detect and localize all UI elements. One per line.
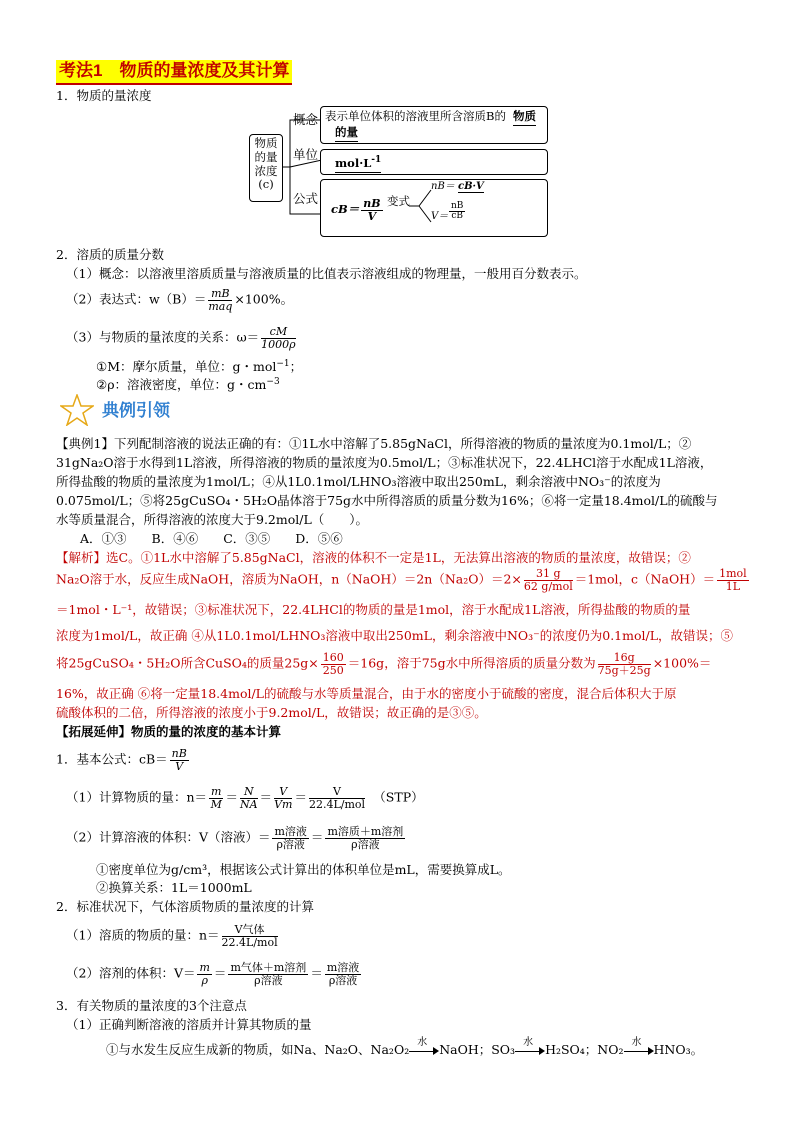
concept-box: 表示单位体积的溶液里所含溶质B的 物质 的量	[320, 106, 548, 144]
example-line-3: 所得盐酸的物质的量浓度为1mol/L；④从1L0.1mol/LHNO₃溶液中取出250mL，剩余溶液中NO₃⁻的浓度为	[56, 474, 661, 489]
example-options: A．①③ B．④⑥ C．③⑤ D．⑤⑥	[80, 531, 343, 546]
density-note: ②ρ：溶液密度，单位：g・$cm^{-3}$	[96, 377, 280, 392]
notes-reaction: ①与水发生反应生成新的物质，如Na、Na₂O、Na₂O₂ 水 NaOH；SO₃ 水 H₂SO₄；NO₂ 水 HNO₃。	[106, 1036, 704, 1057]
solvent-volume: （2）溶剂的体积：V＝ $\frac{m}{\rho}$ ＝ $\frac{\text{m气体＋m溶剂}}{\text{ρ溶液}}$ ＝ $\frac{\text{m溶液}}{\text{ρ溶液}}$	[66, 961, 360, 987]
notes-heading: 3．有关物质的量浓度的3个注意点	[56, 998, 247, 1013]
answer-line-3: ＝1mol・L⁻¹，故错误；③标准状况下，22.4LHCl的物质的量是1mol，溶于水配成1L溶液，所得盐酸的物质的量	[56, 602, 691, 617]
example-line-1: 【典例1】下列配制溶液的说法正确的有：①1L水中溶解了5.85gNaCl，所得溶液的物质的量浓度为0.1mol/L；②	[56, 436, 692, 451]
gas-solute-heading: 2．标准状况下，气体溶质物质的量浓度的计算	[56, 899, 314, 914]
diagram-label-formula: 公式	[293, 191, 319, 206]
answer-line-7: 硫酸体积的二倍，所得溶液的浓度小于9.2mol/L，故错误；故正确的是③⑤。	[56, 705, 487, 720]
answer-line-4: 浓度为1mol/L，故正确 ④从1L0.1mol/LHNO₃溶液中取出250mL，剩余溶液中NO₃⁻的浓度仍为0.1mol/L，故错误；⑤	[56, 628, 734, 643]
calc-volume: （2）计算溶液的体积：V（溶液）＝ $\frac{\text{m溶液}}{\text{ρ溶液}}$ ＝ $\frac{\text{m溶质＋m溶剂}}{\text{ρ溶液}}$	[66, 825, 404, 851]
extension-heading: 【拓展延伸】物质的量的浓度的基本计算	[56, 724, 282, 739]
example-heading: 典例引领	[102, 401, 170, 420]
section-title: 考法1 物质的量浓度及其计算	[56, 60, 292, 85]
example-line-4: 0.075mol/L；⑤将25gCuSO₄・5H₂O晶体溶于75g水中所得溶质的质量分数为16%；⑥将一定量18.4mol/L的硫酸与	[56, 493, 718, 508]
answer-line-6: 16%，故正确 ⑥将一定量18.4mol/L的硫酸与水等质量混合，由于水的密度小于硫酸的密度，混合后体积大于原	[56, 686, 677, 701]
basic-formula: 1．基本公式：cB＝ $\frac{nB}{V}$	[56, 747, 187, 773]
star-icon	[60, 394, 94, 426]
example-line-5: 水等质量混合，所得溶液的浓度大于9.2mol/L（ ）。	[56, 512, 369, 527]
section-2-heading: 2．溶质的质量分数	[56, 247, 164, 262]
example-line-2: 31gNa₂O溶于水得到1L溶液，所得溶液的物质的量浓度为0.5mol/L；③标准状况下，22.4LHCl溶于水配成1L溶液，	[56, 455, 713, 470]
notes-item-1: （1）正确判断溶液的溶质并计算其物质的量	[66, 1017, 312, 1032]
arrow-icon: 水	[515, 1046, 545, 1056]
formula-box: cB＝ $\frac{nB}{V}$ 变式 nB＝ cB·V V＝ $\frac{nB}{cB}$	[320, 179, 548, 237]
arrow-icon: 水	[624, 1046, 654, 1056]
unit-box: $mol\cdot L^{-1}$	[320, 149, 548, 175]
answer-line-5: 将25gCuSO₄・5H₂O所含CuSO₄的质量25g× $\frac{160}{250}$ ＝16g，溶于75g水中所得溶质的质量分数为 $\frac{16g}{75g+25g}$ ×100%＝	[56, 651, 712, 677]
diagram-label-concept: 概念	[293, 112, 319, 127]
density-unit-note: ①密度单位为g/cm³，根据该公式计算出的体积单位是mL，需要换算成L。	[96, 862, 511, 877]
molar-mass-note: ①M：摩尔质量，单位：g・mol$^{-1}$；	[96, 359, 303, 374]
answer-line-1: 【解析】选C。①1L水中溶解了5.85gNaCl，溶液的体积不一定是1L，无法算出溶液的物质的量浓度，故错误；②	[56, 550, 691, 565]
diagram-label-unit: 单位	[293, 147, 319, 162]
mass-fraction-expression: （2）表达式：w（B）＝ $\frac{mB}{\text{maq}}$ ×100%。	[66, 287, 294, 313]
answer-line-2: Na₂O溶于水，反应生成NaOH，溶质为NaOH，n（NaOH）＝2n（Na₂O）＝2× $\frac{31 g}{\text{62 g/mol}}$ ＝1mol，c（NaOH）＝ $\frac{\text{1mol}}{1L}$	[56, 567, 747, 593]
mass-fraction-concept: （1）概念：以溶液里溶质质量与溶液质量的比值表示溶液组成的物理量，一般用百分数表示。	[66, 266, 587, 281]
arrow-icon: 水	[409, 1046, 439, 1056]
calc-moles: （1）计算物质的量：n＝ $\frac{m}{M}$ ＝ $\frac{N}{NA}$ ＝ $\frac{V}{Vm}$ ＝ $\frac{V}{\text{22.4L/mol}}$ （STP）	[66, 785, 424, 811]
diagram-center: 物质 的量 浓度 (c)	[249, 134, 283, 202]
conversion-note: ②换算关系：1L＝1000mL	[96, 880, 252, 895]
mass-fraction-relation: （3）与物质的量浓度的关系：ω＝ $\frac{cM}{1000\rho}$	[66, 325, 296, 351]
diagram-brace	[282, 112, 322, 230]
gas-moles: （1）溶质的物质的量：n＝ $\frac{\text{V气体}}{\text{22.4L/mol}}$	[66, 923, 278, 949]
section-1-heading: 1．物质的量浓度	[56, 88, 152, 103]
